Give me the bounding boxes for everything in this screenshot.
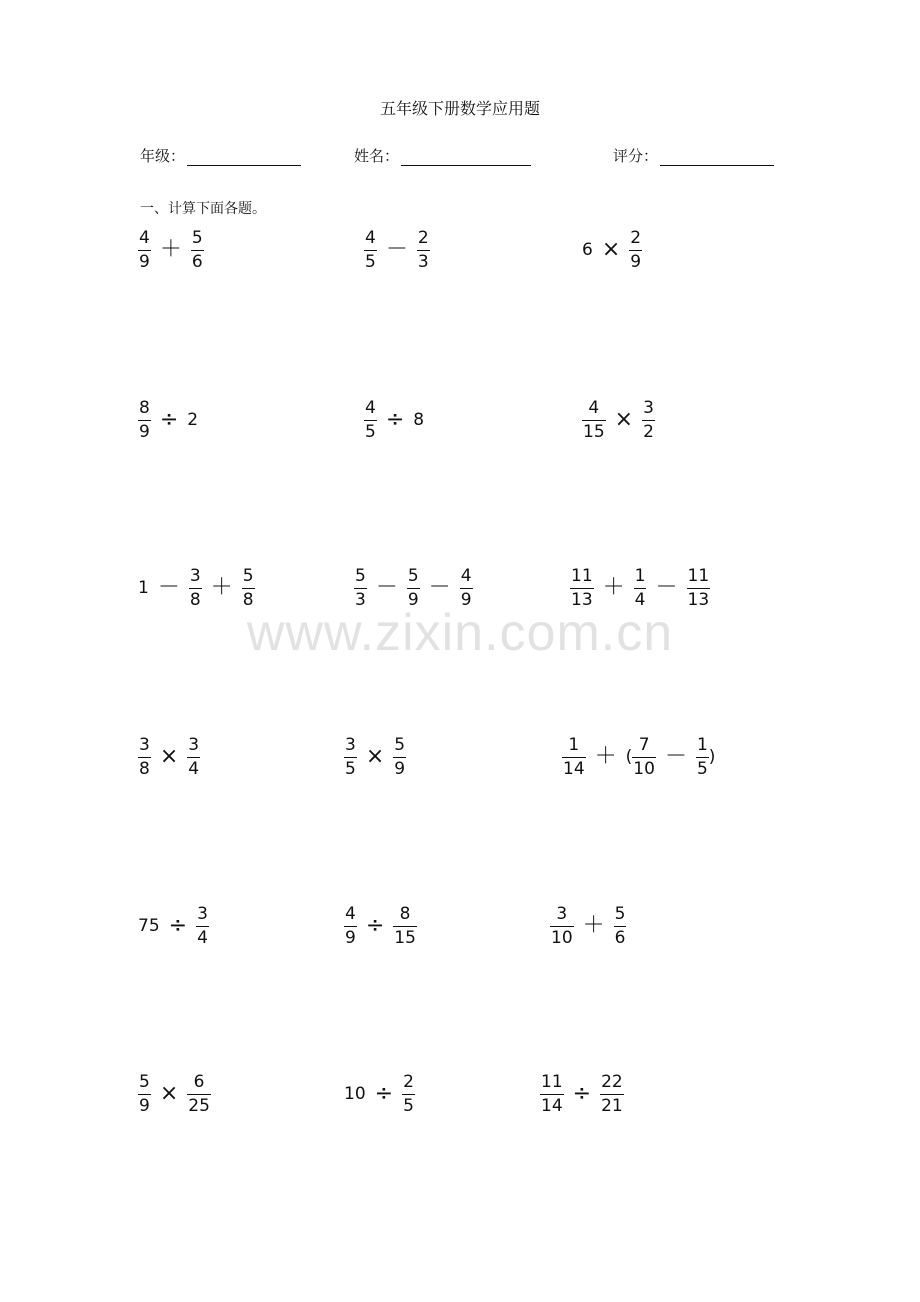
- numerator: 3: [197, 903, 208, 924]
- operator: ×: [159, 1081, 179, 1106]
- integer: 1: [138, 578, 149, 598]
- denominator: 10: [633, 758, 655, 779]
- problem-8: [354, 558, 473, 618]
- parenthesis: ): [708, 747, 716, 767]
- numerator: 3: [139, 734, 150, 755]
- operator: ＋: [594, 744, 617, 769]
- fraction: [242, 565, 255, 610]
- denominator: 13: [687, 589, 710, 610]
- numerator: 2: [403, 1071, 414, 1092]
- problem-15: [550, 896, 626, 956]
- numerator: 5: [139, 1071, 150, 1092]
- problem-5: [364, 390, 424, 450]
- fraction: [196, 903, 209, 948]
- numerator: 3: [345, 734, 356, 755]
- fraction: [562, 734, 586, 779]
- problem-7: [138, 558, 255, 618]
- problem-13: [138, 896, 209, 956]
- numerator: 1: [696, 734, 708, 755]
- numerator: 5: [242, 565, 254, 586]
- fraction: [550, 903, 574, 948]
- denominator: 9: [139, 421, 150, 442]
- fraction: [138, 227, 151, 272]
- numerator: 3: [643, 397, 654, 418]
- denominator: 9: [139, 1095, 150, 1116]
- problem-9: [570, 558, 710, 618]
- integer: 75: [138, 916, 160, 936]
- denominator: 8: [139, 758, 150, 779]
- numerator: 4: [345, 903, 356, 924]
- grade-field: [140, 145, 301, 166]
- name-blank[interactable]: [401, 147, 531, 166]
- denominator: 8: [189, 589, 201, 610]
- denominator: 15: [583, 421, 605, 442]
- problem-4: [138, 390, 198, 450]
- numerator: 3: [556, 903, 568, 924]
- numerator: 6: [193, 1071, 205, 1092]
- problem-10: [138, 727, 200, 787]
- parenthesis: (: [625, 747, 633, 767]
- problem-18: [540, 1064, 624, 1124]
- fraction: [402, 1071, 415, 1116]
- denominator: 3: [355, 589, 366, 610]
- numerator: 5: [355, 565, 366, 586]
- fraction: [642, 397, 655, 442]
- denominator: 14: [563, 758, 585, 779]
- denominator: 5: [345, 758, 356, 779]
- problem-2: [364, 220, 430, 280]
- denominator: 14: [541, 1095, 563, 1116]
- denominator: 3: [417, 251, 429, 272]
- numerator: 11: [571, 565, 593, 586]
- denominator: 9: [407, 589, 419, 610]
- operator: ÷: [374, 1081, 394, 1106]
- numerator: 8: [139, 397, 150, 418]
- fraction: [614, 903, 627, 948]
- denominator: 8: [242, 589, 254, 610]
- operator: －: [375, 575, 398, 600]
- numerator: 5: [407, 565, 419, 586]
- grade-label: 年级：: [140, 147, 186, 165]
- fraction: [687, 565, 711, 610]
- denominator: 9: [345, 927, 356, 948]
- page-title: 五年级下册数学应用题: [379, 99, 540, 118]
- numerator: 2: [630, 227, 642, 248]
- name-field: [354, 145, 531, 166]
- score-field: [613, 145, 774, 166]
- fraction: [189, 565, 202, 610]
- operator: ÷: [572, 1081, 592, 1106]
- problem-16: [138, 1064, 211, 1124]
- denominator: 10: [551, 927, 573, 948]
- operator: ＋: [159, 237, 182, 262]
- numerator: 3: [188, 734, 200, 755]
- numerator: 8: [399, 903, 411, 924]
- numerator: 4: [365, 397, 376, 418]
- fraction: [354, 565, 367, 610]
- numerator: 4: [588, 397, 600, 418]
- denominator: 9: [394, 758, 406, 779]
- numerator: 5: [614, 903, 626, 924]
- numerator: 1: [634, 565, 646, 586]
- numerator: 4: [139, 227, 150, 248]
- numerator: 5: [191, 227, 203, 248]
- fraction: [187, 1071, 211, 1116]
- denominator: 5: [365, 251, 376, 272]
- fraction: [582, 397, 606, 442]
- denominator: 5: [365, 421, 376, 442]
- integer: 2: [187, 410, 199, 430]
- numerator: 22: [601, 1071, 623, 1092]
- operator: ×: [601, 237, 621, 262]
- score-label: 评分：: [613, 147, 659, 165]
- fraction: [393, 734, 406, 779]
- denominator: 5: [696, 758, 708, 779]
- numerator: 1: [568, 734, 580, 755]
- fraction: [460, 565, 473, 610]
- operator: ＋: [602, 575, 625, 600]
- numerator: 11: [541, 1071, 563, 1092]
- integer: 6: [582, 240, 593, 260]
- section-heading: 一、计算下面各题。: [140, 201, 266, 217]
- fraction: [632, 734, 656, 779]
- fraction: [344, 734, 357, 779]
- fraction: [540, 1071, 564, 1116]
- numerator: 5: [394, 734, 406, 755]
- problem-11: [344, 727, 406, 787]
- fraction: [600, 1071, 624, 1116]
- problem-3: [582, 220, 642, 280]
- operator: ×: [159, 744, 179, 769]
- operator: ÷: [385, 407, 405, 432]
- denominator: 6: [191, 251, 203, 272]
- fraction: [696, 734, 709, 779]
- operator: ÷: [168, 913, 188, 938]
- denominator: 21: [601, 1095, 623, 1116]
- operator: ×: [614, 407, 634, 432]
- operator: ×: [365, 744, 385, 769]
- integer: 8: [413, 410, 425, 430]
- fraction: [344, 903, 357, 948]
- denominator: 9: [139, 251, 150, 272]
- denominator: 4: [197, 927, 208, 948]
- denominator: 13: [571, 589, 593, 610]
- operator: ＋: [210, 575, 233, 600]
- denominator: 25: [188, 1095, 210, 1116]
- operator: －: [664, 744, 687, 769]
- problem-12: [562, 727, 715, 787]
- fraction: [138, 734, 151, 779]
- fraction: [634, 565, 647, 610]
- denominator: 15: [394, 927, 416, 948]
- denominator: 4: [634, 589, 646, 610]
- fraction: [629, 227, 642, 272]
- numerator: 7: [638, 734, 650, 755]
- problem-6: [582, 390, 655, 450]
- denominator: 6: [614, 927, 626, 948]
- fraction: [138, 1071, 151, 1116]
- numerator: 2: [417, 227, 429, 248]
- operator: －: [157, 575, 180, 600]
- operator: ÷: [159, 407, 179, 432]
- fraction: [191, 227, 204, 272]
- operator: －: [655, 575, 678, 600]
- numerator: 11: [687, 565, 710, 586]
- fraction: [393, 903, 417, 948]
- grade-blank[interactable]: [187, 147, 301, 166]
- integer: 10: [344, 1084, 366, 1104]
- fraction: [417, 227, 430, 272]
- problem-14: [344, 896, 417, 956]
- denominator: 9: [460, 589, 472, 610]
- fraction: [407, 565, 420, 610]
- numerator: 3: [189, 565, 201, 586]
- fraction: [187, 734, 200, 779]
- fraction: [364, 397, 377, 442]
- denominator: 5: [403, 1095, 414, 1116]
- problem-1: [138, 220, 204, 280]
- denominator: 2: [643, 421, 654, 442]
- name-label: 姓名：: [354, 147, 400, 165]
- fraction: [364, 227, 377, 272]
- numerator: 4: [365, 227, 376, 248]
- denominator: 9: [630, 251, 642, 272]
- fraction: [570, 565, 594, 610]
- denominator: 4: [188, 758, 200, 779]
- operator: －: [428, 575, 451, 600]
- watermark: www.zixin.com.cn: [246, 604, 674, 662]
- numerator: 4: [460, 565, 472, 586]
- operator: ＋: [582, 913, 605, 938]
- score-blank[interactable]: [660, 147, 774, 166]
- operator: －: [385, 237, 408, 262]
- fraction: [138, 397, 151, 442]
- problem-17: [344, 1064, 415, 1124]
- operator: ÷: [365, 913, 385, 938]
